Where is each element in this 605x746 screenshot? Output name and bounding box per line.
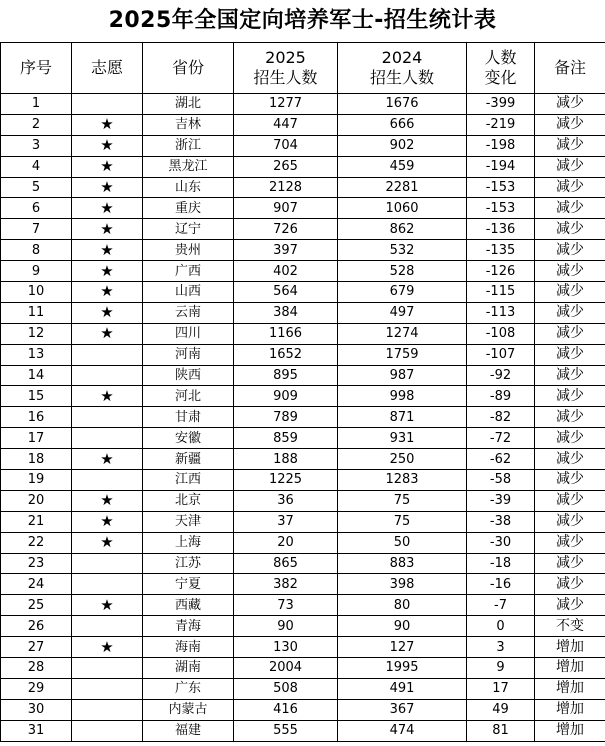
table-row bbox=[1, 177, 605, 198]
note-cell: 减少 bbox=[535, 282, 605, 303]
province-cell: 山西 bbox=[143, 282, 234, 303]
enrollment-2025-cell: 564 bbox=[234, 282, 338, 303]
enrollment-2024-cell: 459 bbox=[338, 156, 467, 177]
seq-cell: 14 bbox=[1, 365, 72, 386]
header-row bbox=[1, 43, 605, 94]
province-cell: 海南 bbox=[143, 637, 234, 658]
change-cell: 17 bbox=[467, 678, 535, 699]
table-row bbox=[1, 595, 605, 616]
table-row bbox=[1, 720, 605, 741]
star-cell bbox=[72, 470, 143, 491]
enrollment-2024-cell: 862 bbox=[338, 219, 467, 240]
table-row bbox=[1, 678, 605, 699]
change-cell: -194 bbox=[467, 156, 535, 177]
header-2024-label: 招生人数 bbox=[369, 68, 434, 87]
enrollment-2024-cell: 1676 bbox=[338, 94, 467, 115]
note-cell: 减少 bbox=[535, 156, 605, 177]
province-cell: 福建 bbox=[143, 720, 234, 741]
province-cell: 陕西 bbox=[143, 365, 234, 386]
change-cell: -30 bbox=[467, 532, 535, 553]
header-seq: 序号 bbox=[1, 43, 72, 94]
seq-cell: 15 bbox=[1, 386, 72, 407]
enrollment-2025-cell: 895 bbox=[234, 365, 338, 386]
province-cell: 安徽 bbox=[143, 428, 234, 449]
enrollment-2024-cell: 902 bbox=[338, 135, 467, 156]
note-cell: 减少 bbox=[535, 198, 605, 219]
header-2025 bbox=[234, 43, 338, 94]
star-cell bbox=[72, 407, 143, 428]
enrollment-2025-cell: 130 bbox=[234, 637, 338, 658]
table-row bbox=[1, 219, 605, 240]
header-change-line1: 人数 bbox=[484, 48, 517, 67]
enrollment-2025-cell: 907 bbox=[234, 198, 338, 219]
header-choice: 志愿 bbox=[72, 43, 143, 94]
enrollment-2024-cell: 998 bbox=[338, 386, 467, 407]
change-cell: -92 bbox=[467, 365, 535, 386]
note-cell: 减少 bbox=[535, 323, 605, 344]
header-2025-label: 招生人数 bbox=[253, 68, 318, 87]
table-row bbox=[1, 699, 605, 720]
change-cell: 9 bbox=[467, 658, 535, 679]
note-cell: 减少 bbox=[535, 177, 605, 198]
table-row bbox=[1, 574, 605, 595]
note-cell: 不变 bbox=[535, 616, 605, 637]
enrollment-2025-cell: 2128 bbox=[234, 177, 338, 198]
table-row bbox=[1, 365, 605, 386]
enrollment-2025-cell: 36 bbox=[234, 490, 338, 511]
seq-cell: 12 bbox=[1, 323, 72, 344]
province-cell: 北京 bbox=[143, 490, 234, 511]
star-cell bbox=[72, 344, 143, 365]
table-row bbox=[1, 449, 605, 470]
table-row bbox=[1, 428, 605, 449]
star-cell: ★ bbox=[72, 532, 143, 553]
province-cell: 青海 bbox=[143, 616, 234, 637]
note-cell: 增加 bbox=[535, 699, 605, 720]
table-row bbox=[1, 553, 605, 574]
seq-cell: 1 bbox=[1, 94, 72, 115]
change-cell: 3 bbox=[467, 637, 535, 658]
star-cell bbox=[72, 678, 143, 699]
seq-cell: 10 bbox=[1, 282, 72, 303]
change-cell: -135 bbox=[467, 240, 535, 261]
province-cell: 西藏 bbox=[143, 595, 234, 616]
seq-cell: 22 bbox=[1, 532, 72, 553]
change-cell: -108 bbox=[467, 323, 535, 344]
note-cell: 减少 bbox=[535, 574, 605, 595]
star-cell: ★ bbox=[72, 323, 143, 344]
enrollment-2025-cell: 188 bbox=[234, 449, 338, 470]
province-cell: 浙江 bbox=[143, 135, 234, 156]
seq-cell: 9 bbox=[1, 261, 72, 282]
star-cell bbox=[72, 574, 143, 595]
enrollment-2025-cell: 2004 bbox=[234, 658, 338, 679]
table-row bbox=[1, 490, 605, 511]
enrollment-2024-cell: 497 bbox=[338, 302, 467, 323]
seq-cell: 5 bbox=[1, 177, 72, 198]
note-cell: 减少 bbox=[535, 595, 605, 616]
star-cell: ★ bbox=[72, 449, 143, 470]
change-cell: -62 bbox=[467, 449, 535, 470]
change-cell: -38 bbox=[467, 511, 535, 532]
enrollment-2025-cell: 865 bbox=[234, 553, 338, 574]
note-cell: 减少 bbox=[535, 261, 605, 282]
seq-cell: 25 bbox=[1, 595, 72, 616]
province-cell: 贵州 bbox=[143, 240, 234, 261]
seq-cell: 7 bbox=[1, 219, 72, 240]
seq-cell: 28 bbox=[1, 658, 72, 679]
note-cell: 减少 bbox=[535, 490, 605, 511]
enrollment-2024-cell: 532 bbox=[338, 240, 467, 261]
star-cell: ★ bbox=[72, 595, 143, 616]
note-cell: 减少 bbox=[535, 240, 605, 261]
enrollment-2025-cell: 90 bbox=[234, 616, 338, 637]
seq-cell: 30 bbox=[1, 699, 72, 720]
seq-cell: 20 bbox=[1, 490, 72, 511]
star-cell bbox=[72, 553, 143, 574]
table-row bbox=[1, 261, 605, 282]
recruitment-table bbox=[0, 42, 605, 742]
enrollment-2024-cell: 883 bbox=[338, 553, 467, 574]
seq-cell: 3 bbox=[1, 135, 72, 156]
enrollment-2025-cell: 704 bbox=[234, 135, 338, 156]
table-row bbox=[1, 616, 605, 637]
seq-cell: 18 bbox=[1, 449, 72, 470]
seq-cell: 21 bbox=[1, 511, 72, 532]
enrollment-2025-cell: 447 bbox=[234, 114, 338, 135]
enrollment-2024-cell: 50 bbox=[338, 532, 467, 553]
enrollment-2024-cell: 1995 bbox=[338, 658, 467, 679]
note-cell: 减少 bbox=[535, 449, 605, 470]
note-cell: 增加 bbox=[535, 637, 605, 658]
enrollment-2024-cell: 871 bbox=[338, 407, 467, 428]
star-cell: ★ bbox=[72, 637, 143, 658]
change-cell: 81 bbox=[467, 720, 535, 741]
header-change bbox=[467, 43, 535, 94]
star-cell: ★ bbox=[72, 198, 143, 219]
enrollment-2024-cell: 666 bbox=[338, 114, 467, 135]
change-cell: -136 bbox=[467, 219, 535, 240]
change-cell: -107 bbox=[467, 344, 535, 365]
enrollment-2024-cell: 679 bbox=[338, 282, 467, 303]
star-cell: ★ bbox=[72, 114, 143, 135]
province-cell: 广西 bbox=[143, 261, 234, 282]
enrollment-2024-cell: 1060 bbox=[338, 198, 467, 219]
change-cell: -115 bbox=[467, 282, 535, 303]
note-cell: 减少 bbox=[535, 511, 605, 532]
star-cell: ★ bbox=[72, 282, 143, 303]
change-cell: -126 bbox=[467, 261, 535, 282]
province-cell: 黑龙江 bbox=[143, 156, 234, 177]
seq-cell: 4 bbox=[1, 156, 72, 177]
province-cell: 河北 bbox=[143, 386, 234, 407]
enrollment-2025-cell: 397 bbox=[234, 240, 338, 261]
note-cell: 减少 bbox=[535, 428, 605, 449]
table-row bbox=[1, 532, 605, 553]
table-row bbox=[1, 344, 605, 365]
page-title: 2025年全国定向培养军士-招生统计表 bbox=[108, 8, 497, 33]
star-cell bbox=[72, 699, 143, 720]
enrollment-2024-cell: 1274 bbox=[338, 323, 467, 344]
province-cell: 湖北 bbox=[143, 94, 234, 115]
enrollment-2024-cell: 250 bbox=[338, 449, 467, 470]
province-cell: 天津 bbox=[143, 511, 234, 532]
enrollment-2025-cell: 265 bbox=[234, 156, 338, 177]
change-cell: -153 bbox=[467, 177, 535, 198]
table-row bbox=[1, 511, 605, 532]
enrollment-2024-cell: 987 bbox=[338, 365, 467, 386]
note-cell: 减少 bbox=[535, 365, 605, 386]
seq-cell: 31 bbox=[1, 720, 72, 741]
star-cell bbox=[72, 94, 143, 115]
seq-cell: 16 bbox=[1, 407, 72, 428]
seq-cell: 19 bbox=[1, 470, 72, 491]
header-2025-year: 2025 bbox=[265, 48, 306, 67]
note-cell: 减少 bbox=[535, 135, 605, 156]
table-row bbox=[1, 407, 605, 428]
star-cell bbox=[72, 428, 143, 449]
table-row bbox=[1, 135, 605, 156]
enrollment-2025-cell: 73 bbox=[234, 595, 338, 616]
note-cell: 减少 bbox=[535, 219, 605, 240]
note-cell: 减少 bbox=[535, 470, 605, 491]
seq-cell: 27 bbox=[1, 637, 72, 658]
note-cell: 减少 bbox=[535, 344, 605, 365]
star-cell: ★ bbox=[72, 261, 143, 282]
note-cell: 减少 bbox=[535, 114, 605, 135]
enrollment-2025-cell: 37 bbox=[234, 511, 338, 532]
enrollment-2025-cell: 555 bbox=[234, 720, 338, 741]
province-cell: 云南 bbox=[143, 302, 234, 323]
table-row bbox=[1, 470, 605, 491]
seq-cell: 6 bbox=[1, 198, 72, 219]
enrollment-2025-cell: 402 bbox=[234, 261, 338, 282]
header-change-line2: 变化 bbox=[484, 68, 517, 87]
table-body bbox=[1, 94, 605, 742]
change-cell: 0 bbox=[467, 616, 535, 637]
enrollment-2024-cell: 90 bbox=[338, 616, 467, 637]
enrollment-2024-cell: 398 bbox=[338, 574, 467, 595]
table-row bbox=[1, 94, 605, 115]
enrollment-2024-cell: 491 bbox=[338, 678, 467, 699]
table-row bbox=[1, 114, 605, 135]
enrollment-2024-cell: 474 bbox=[338, 720, 467, 741]
star-cell bbox=[72, 365, 143, 386]
change-cell: -58 bbox=[467, 470, 535, 491]
seq-cell: 24 bbox=[1, 574, 72, 595]
province-cell: 辽宁 bbox=[143, 219, 234, 240]
note-cell: 减少 bbox=[535, 407, 605, 428]
enrollment-2025-cell: 416 bbox=[234, 699, 338, 720]
enrollment-2024-cell: 528 bbox=[338, 261, 467, 282]
change-cell: -18 bbox=[467, 553, 535, 574]
enrollment-2025-cell: 909 bbox=[234, 386, 338, 407]
enrollment-2024-cell: 931 bbox=[338, 428, 467, 449]
star-cell bbox=[72, 616, 143, 637]
enrollment-2024-cell: 75 bbox=[338, 511, 467, 532]
province-cell: 山东 bbox=[143, 177, 234, 198]
table-row bbox=[1, 323, 605, 344]
enrollment-2025-cell: 1225 bbox=[234, 470, 338, 491]
table-row bbox=[1, 658, 605, 679]
star-cell: ★ bbox=[72, 219, 143, 240]
star-cell: ★ bbox=[72, 386, 143, 407]
change-cell: 49 bbox=[467, 699, 535, 720]
province-cell: 上海 bbox=[143, 532, 234, 553]
header-2024 bbox=[338, 43, 467, 94]
province-cell: 内蒙古 bbox=[143, 699, 234, 720]
star-cell: ★ bbox=[72, 511, 143, 532]
header-2024-year: 2024 bbox=[381, 48, 423, 67]
province-cell: 甘肃 bbox=[143, 407, 234, 428]
table-row bbox=[1, 386, 605, 407]
table-row bbox=[1, 198, 605, 219]
table-row bbox=[1, 302, 605, 323]
note-cell: 增加 bbox=[535, 658, 605, 679]
change-cell: -399 bbox=[467, 94, 535, 115]
star-cell: ★ bbox=[72, 135, 143, 156]
change-cell: -153 bbox=[467, 198, 535, 219]
note-cell: 减少 bbox=[535, 553, 605, 574]
star-cell bbox=[72, 720, 143, 741]
enrollment-2024-cell: 2281 bbox=[338, 177, 467, 198]
province-cell: 四川 bbox=[143, 323, 234, 344]
change-cell: -198 bbox=[467, 135, 535, 156]
star-cell: ★ bbox=[72, 490, 143, 511]
change-cell: -113 bbox=[467, 302, 535, 323]
star-cell: ★ bbox=[72, 156, 143, 177]
note-cell: 减少 bbox=[535, 386, 605, 407]
change-cell: -89 bbox=[467, 386, 535, 407]
seq-cell: 17 bbox=[1, 428, 72, 449]
table-row bbox=[1, 282, 605, 303]
seq-cell: 13 bbox=[1, 344, 72, 365]
seq-cell: 11 bbox=[1, 302, 72, 323]
note-cell: 减少 bbox=[535, 302, 605, 323]
change-cell: -72 bbox=[467, 428, 535, 449]
enrollment-2025-cell: 789 bbox=[234, 407, 338, 428]
note-cell: 增加 bbox=[535, 720, 605, 741]
star-cell: ★ bbox=[72, 302, 143, 323]
enrollment-2025-cell: 384 bbox=[234, 302, 338, 323]
header-note: 备注 bbox=[535, 43, 605, 94]
province-cell: 江苏 bbox=[143, 553, 234, 574]
enrollment-2025-cell: 508 bbox=[234, 678, 338, 699]
enrollment-2025-cell: 1277 bbox=[234, 94, 338, 115]
seq-cell: 29 bbox=[1, 678, 72, 699]
header-province: 省份 bbox=[143, 43, 234, 94]
seq-cell: 23 bbox=[1, 553, 72, 574]
change-cell: -7 bbox=[467, 595, 535, 616]
note-cell: 增加 bbox=[535, 678, 605, 699]
province-cell: 宁夏 bbox=[143, 574, 234, 595]
star-cell: ★ bbox=[72, 240, 143, 261]
change-cell: -82 bbox=[467, 407, 535, 428]
enrollment-2024-cell: 1759 bbox=[338, 344, 467, 365]
seq-cell: 26 bbox=[1, 616, 72, 637]
note-cell: 减少 bbox=[535, 532, 605, 553]
seq-cell: 8 bbox=[1, 240, 72, 261]
star-cell: ★ bbox=[72, 177, 143, 198]
enrollment-2024-cell: 80 bbox=[338, 595, 467, 616]
enrollment-2024-cell: 75 bbox=[338, 490, 467, 511]
enrollment-2025-cell: 1652 bbox=[234, 344, 338, 365]
province-cell: 江西 bbox=[143, 470, 234, 491]
table-row bbox=[1, 240, 605, 261]
enrollment-2024-cell: 367 bbox=[338, 699, 467, 720]
change-cell: -219 bbox=[467, 114, 535, 135]
enrollment-2024-cell: 127 bbox=[338, 637, 467, 658]
province-cell: 重庆 bbox=[143, 198, 234, 219]
star-cell bbox=[72, 658, 143, 679]
province-cell: 吉林 bbox=[143, 114, 234, 135]
province-cell: 广东 bbox=[143, 678, 234, 699]
province-cell: 湖南 bbox=[143, 658, 234, 679]
change-cell: -16 bbox=[467, 574, 535, 595]
enrollment-2025-cell: 859 bbox=[234, 428, 338, 449]
note-cell: 减少 bbox=[535, 94, 605, 115]
table-row bbox=[1, 156, 605, 177]
table-row bbox=[1, 637, 605, 658]
enrollment-2025-cell: 726 bbox=[234, 219, 338, 240]
seq-cell: 2 bbox=[1, 114, 72, 135]
enrollment-2024-cell: 1283 bbox=[338, 470, 467, 491]
enrollment-2025-cell: 382 bbox=[234, 574, 338, 595]
enrollment-2025-cell: 1166 bbox=[234, 323, 338, 344]
province-cell: 新疆 bbox=[143, 449, 234, 470]
province-cell: 河南 bbox=[143, 344, 234, 365]
enrollment-2025-cell: 20 bbox=[234, 532, 338, 553]
change-cell: -39 bbox=[467, 490, 535, 511]
